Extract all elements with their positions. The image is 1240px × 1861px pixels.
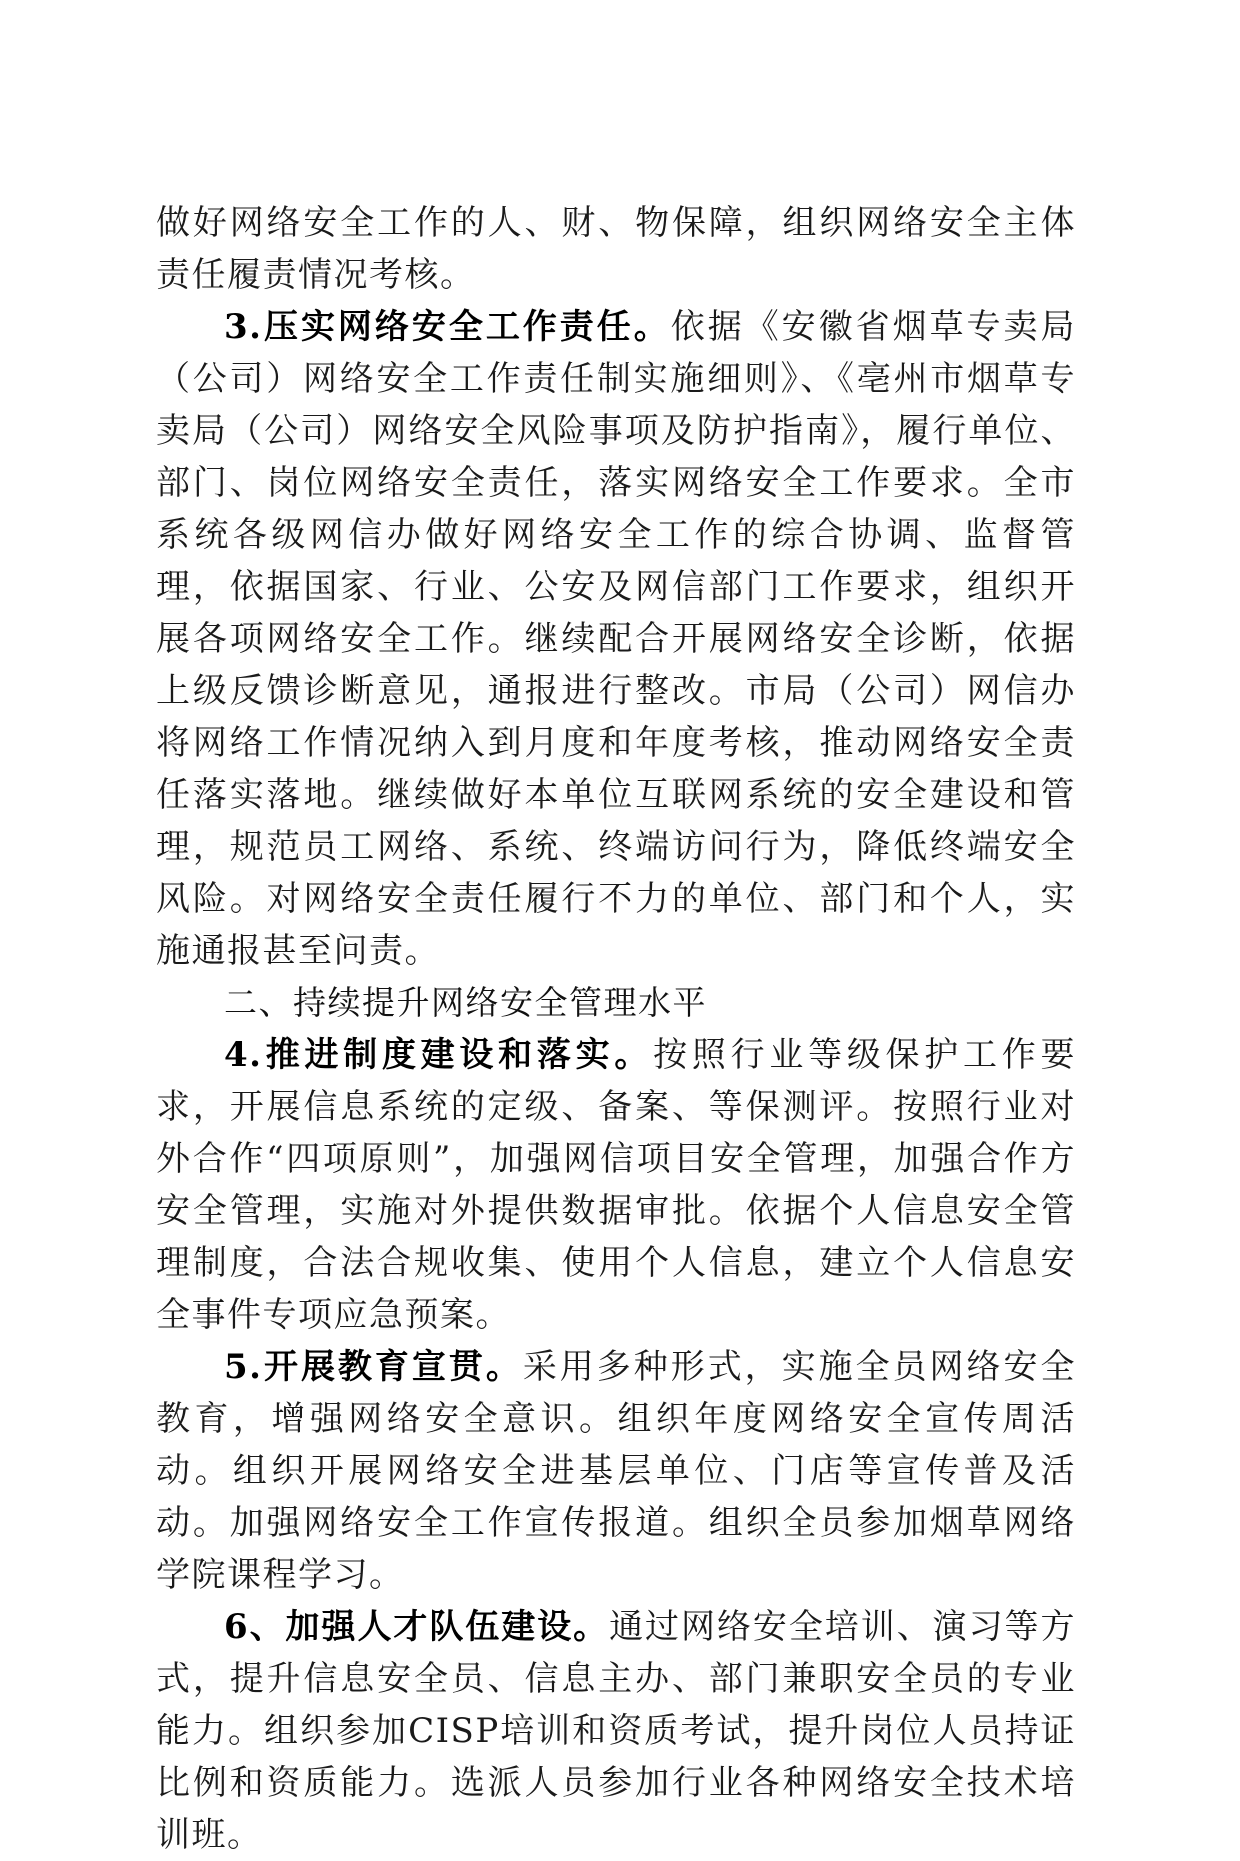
paragraph-item-6 xyxy=(156,1601,1076,1861)
paragraph-lead: 6、加强人才队伍建设。 xyxy=(224,1607,610,1647)
paragraph-lead: 4.推进制度建设和落实。 xyxy=(224,1035,654,1075)
paragraph-text: 采用多种形式，实施全员网络安全教育，增强网络安全意识。组织年度网络安全宣传周活动。组织开展网络安全进基层单位、门店等宣传普及活动。加强网络安全工作宣传报道。组织全员参加烟草网络学院课程学习。 xyxy=(156,1347,1076,1595)
paragraph-item-5 xyxy=(156,1341,1076,1601)
paragraph-lead: 3.压实网络安全工作责任。 xyxy=(224,307,671,347)
paragraph-lead: 5.开展教育宣贯。 xyxy=(224,1347,523,1387)
paragraph-item-3 xyxy=(156,301,1076,977)
paragraph-text: 做好网络安全工作的人、财、物保障，组织网络安全主体责任履责情况考核。 xyxy=(156,203,1076,295)
paragraph-text: 通过网络安全培训、演习等方式，提升信息安全员、信息主办、部门兼职安全员的专业能力。组织参加CISP培训和资质考试，提升岗位人员持证比例和资质能力。选派人员参加行业各种网络安全技术培训班。 xyxy=(156,1607,1076,1855)
paragraph-text: 按照行业等级保护工作要求，开展信息系统的定级、备案、等保测评。按照行业对外合作“四项原则”，加强网信项目安全管理，加强合作方安全管理，实施对外提供数据审批。依据个人信息安全管理制度，合法合规收集、使用个人信息，建立个人信息安全事件专项应急预案。 xyxy=(156,1035,1077,1335)
paragraph-text: 依据《安徽省烟草专卖局（公司）网络安全工作责任制实施细则》、《亳州市烟草专卖局（公司）网络安全风险事项及防护指南》，履行单位、部门、岗位网络安全责任，落实网络安全工作要求。全市系统各级网信办做好网络安全工作的综合协调、监督管理，依据国家、行业、公安及网信部门工作要求，组织开展各项网络安全工作。继续配合开展网络安全诊断，依据上级反馈诊断意见，通报进行整改。市局（公司）网信办将网络工作情况纳入到月度和年度考核，推动网络安全责任落实落地。继续做好本单位互联网系统的安全建设和管理，规范员工网络、系统、终端访问行为，降低终端安全风险。对网络安全责任履行不力的单位、部门和个人，实施通报甚至问责。 xyxy=(156,307,1077,971)
document-body xyxy=(156,197,1076,1861)
paragraph-continuation xyxy=(156,197,1076,301)
paragraph-item-4 xyxy=(156,1029,1076,1341)
section-heading: 二、持续提升网络安全管理水平 xyxy=(224,983,707,1022)
